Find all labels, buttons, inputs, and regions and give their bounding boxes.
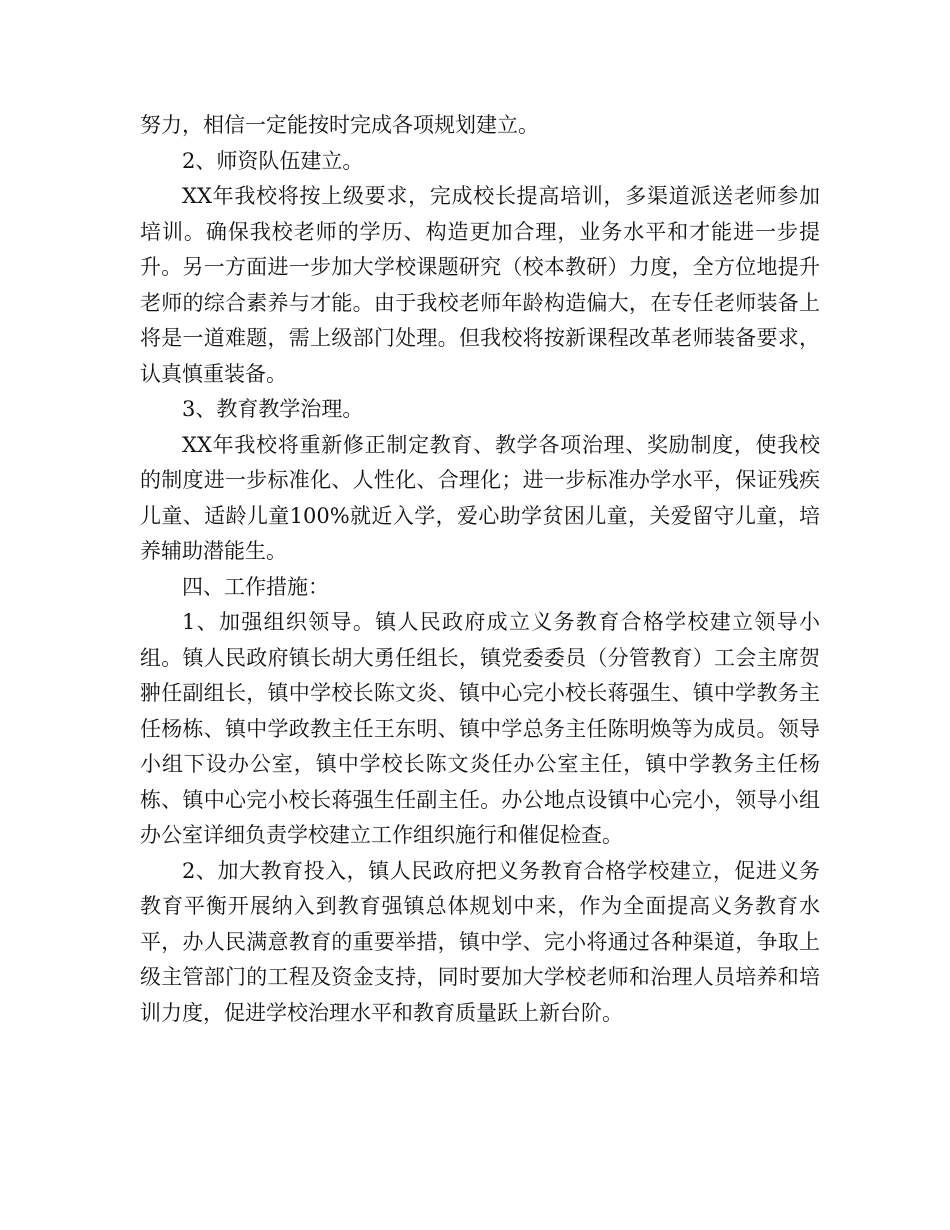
paragraph-teaching-management: XX年我校将重新修正制定教育、教学各项治理、奖励制度，使我校的制度进一步标准化、人性化、合理化；进一步标准办学水平，保证残疾儿童、适龄儿童100%就近入学，爱心助学贫困儿童，关爱留守儿童，培养辅助潜能生。: [140, 432, 820, 563]
heading-teaching-management: 3、教育教学治理。: [182, 397, 364, 421]
paragraph-education-investment: 2、加大教育投入，镇人民政府把义务教育合格学校建立，促进义务教育平衡开展纳入到教育强镇总体规划中来，作为全面提高义务教育水平，办人民满意教育的重要举措，镇中学、完小将通过各种渠道，争取上级主管部门的工程及资金支持，同时要加大学校老师和治理人员培养和培训力度，促进学校治理水平和教育质量跃上新台阶。: [140, 858, 820, 1025]
heading-work-measures: 四、工作措施：: [182, 574, 329, 599]
document-body: [140, 108, 820, 1031]
paragraph-continuation: 努力，相信一定能按时完成各项规划建立。: [140, 113, 539, 137]
paragraph-organization-leadership: 1、加强组织领导。镇人民政府成立义务教育合格学校建立领导小组。镇人民政府镇长胡大勇任组长，镇党委委员（分管教育）工会主席贺翀任副组长，镇中学校长陈文炎、镇中心完小校长蒋强生、镇中学教务主任杨栋、镇中学政教主任王东明、镇中学总务主任陈明焕等为成员。领导小组下设办公室，镇中学校长陈文炎任办公室主任，镇中学教务主任杨栋、镇中心完小校长蒋强生任副主任。办公地点设镇中心完小，领导小组办公室详细负责学校建立工作组织施行和催促检查。: [140, 610, 820, 847]
paragraph-teacher-team: XX年我校将按上级要求，完成校长提高培训，多渠道派送老师参加培训。确保我校老师的学历、构造更加合理，业务水平和才能进一步提升。另一方面进一步加大学校课题研究（校本教研）力度，全方位地提升老师的综合素养与才能。由于我校老师年龄构造偏大，在专任老师装备上将是一道难题，需上级部门处理。但我校将按新课程改革老师装备要求，认真慎重装备。: [140, 184, 820, 386]
heading-teacher-team: 2、师资队伍建立。: [182, 148, 364, 173]
